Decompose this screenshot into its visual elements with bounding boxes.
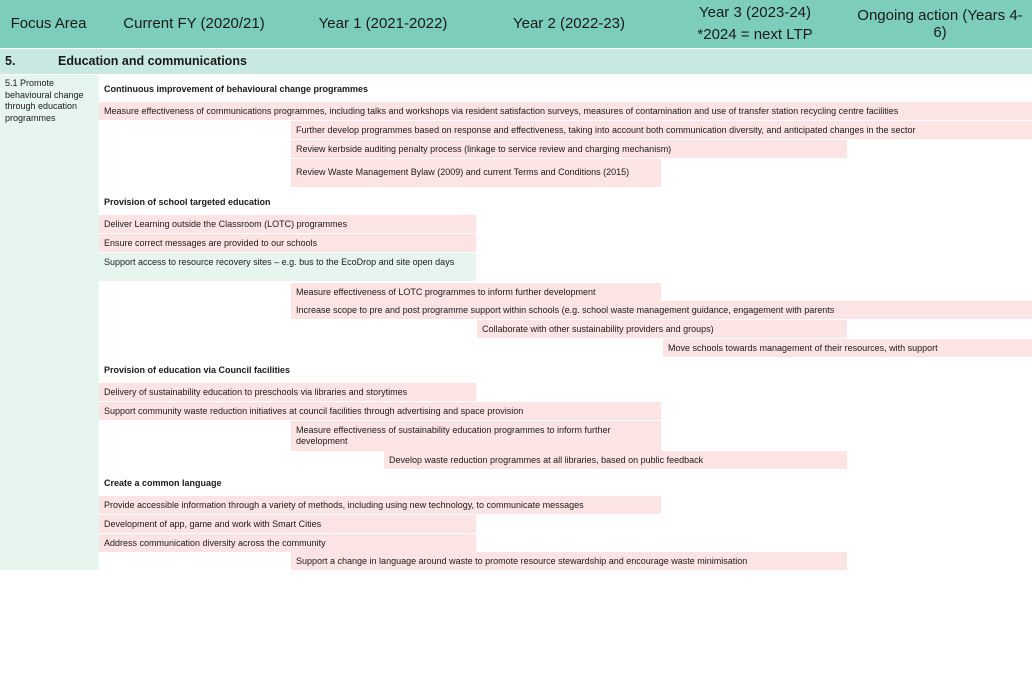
header-year3 — [663, 0, 847, 48]
action-bar: Review kerbside auditing penalty process (linkage to service review and charging mechanism) — [291, 140, 847, 158]
header-ongoing: Ongoing action (Years 4-6) — [857, 7, 1023, 41]
action-bar: Develop waste reduction programmes at all libraries, based on public feedback — [384, 451, 847, 469]
action-bar: Provide accessible information through a variety of methods, including using new technology, to communicate messages — [99, 496, 661, 514]
action-bar: Ensure correct messages are provided to our schools — [99, 234, 476, 252]
action-bar: Measure effectiveness of LOTC programmes to inform further development — [291, 283, 661, 301]
table-header — [0, 0, 1032, 48]
section-heading — [0, 49, 1032, 74]
group-title: Provision of school targeted education — [104, 197, 271, 207]
group-title: Provision of education via Council facilities — [104, 365, 291, 375]
action-bar: Further develop programmes based on response and effectiveness, taking into account both communication diversity, and anticipated changes in the sector — [291, 121, 1032, 139]
action-bar: Move schools towards management of their resources, with support — [663, 339, 1032, 357]
focus-area-cell — [0, 75, 99, 570]
action-bar: Measure effectiveness of communications programmes, including talks and workshops via resident satisfaction surveys, measures of contamination and use of transfer station recycling centre facilities — [99, 102, 1032, 120]
focus-area-text: 5.1 Promote behavioural change through education programmes — [5, 78, 84, 123]
header-focus-area: Focus Area — [10, 14, 87, 32]
section-title: Education and communications — [58, 54, 247, 68]
action-bar: Review Waste Management Bylaw (2009) and current Terms and Conditions (2015) — [291, 159, 661, 187]
header-year1: Year 1 (2021-2022) — [318, 14, 448, 32]
header-year2: Year 2 (2022-23) — [512, 14, 626, 32]
action-bar: Support access to resource recovery sites – e.g. bus to the EcoDrop and site open days — [99, 253, 476, 281]
action-bar: Support a change in language around waste to promote resource stewardship and encourage waste minimisation — [291, 552, 847, 570]
action-bar: Support community waste reduction initiatives at council facilities through advertising and space provision — [99, 402, 661, 420]
group-title: Continuous improvement of behavioural change programmes — [104, 84, 369, 94]
action-bar: Deliver Learning outside the Classroom (LOTC) programmes — [99, 215, 476, 233]
header-current-fy: Current FY (2020/21) — [123, 14, 265, 32]
action-bar: Increase scope to pre and post programme support within schools (e.g. school waste management guidance, engagement with parents — [291, 301, 1032, 319]
action-bar: Address communication diversity across the community — [99, 534, 476, 552]
action-bar: Delivery of sustainability education to preschools via libraries and storytimes — [99, 383, 476, 401]
header-year3-line1: Year 3 (2023-24) — [698, 3, 812, 21]
header-year3-line2: *2024 = next LTP — [697, 25, 813, 43]
action-bar: Measure effectiveness of sustainability education programmes to inform further development — [291, 421, 661, 451]
section-number: 5. — [5, 54, 16, 68]
action-bar: Collaborate with other sustainability providers and groups) — [477, 320, 847, 338]
action-bar: Development of app, game and work with Smart Cities — [99, 515, 476, 533]
group-title: Create a common language — [104, 478, 222, 488]
